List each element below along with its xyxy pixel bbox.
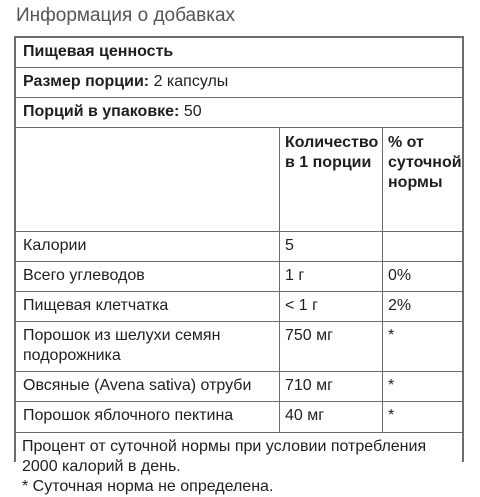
ingredient-daily-value	[383, 232, 462, 261]
ingredient-amount: 5	[280, 232, 383, 261]
header-empty-cell	[16, 128, 280, 231]
servings-per-container-row	[16, 98, 462, 128]
footnote-not-established: * Суточная норма не определена.	[22, 478, 274, 495]
ingredient-daily-value: *	[388, 407, 395, 424]
ingredient-daily-value: *	[388, 327, 395, 344]
ingredient-name: Порошок яблочного пектина	[16, 402, 280, 432]
serving-size-row	[16, 68, 462, 98]
footnote-daily-value-basis: Процент от суточной нормы при условии потребления 2000 калорий в день.	[22, 438, 427, 475]
daily-value-header: % от суточной нормы	[388, 134, 462, 191]
table-row	[16, 322, 462, 372]
ingredient-name: Калории	[16, 232, 280, 261]
ingredient-daily-value: 0%	[388, 267, 412, 284]
servings-value: 50	[183, 103, 202, 120]
ingredient-amount: 710 мг	[280, 372, 383, 401]
ingredient-daily-value: *	[388, 377, 395, 394]
table-row	[16, 232, 462, 262]
ingredient-amount: 750 мг	[280, 322, 383, 371]
servings-label: Порций в упаковке:	[23, 103, 180, 120]
nutrition-value-heading: Пищевая ценность	[16, 38, 462, 68]
ingredient-name: Пищевая клетчатка	[16, 292, 280, 321]
footnote	[16, 433, 462, 495]
column-header-row	[16, 128, 462, 232]
table-row	[16, 372, 462, 402]
ingredient-daily-value: 2%	[388, 297, 412, 314]
ingredient-amount: 40 мг	[280, 402, 383, 432]
ingredient-name: Овсяные (Avena sativa) отруби	[16, 372, 280, 401]
serving-size-label: Размер порции:	[23, 73, 150, 90]
ingredient-name: Всего углеводов	[16, 262, 280, 291]
supplement-facts-table	[14, 36, 464, 495]
ingredient-amount: < 1 г	[280, 292, 383, 321]
table-row	[16, 262, 462, 292]
table-row	[16, 402, 462, 433]
table-row	[16, 292, 462, 322]
page-title: Информация о добавках	[16, 5, 236, 26]
amount-per-serving-header: Количество в 1 порции	[280, 128, 383, 231]
ingredient-name: Порошок из шелухи семян подорожника	[16, 322, 280, 371]
ingredient-amount: 1 г	[280, 262, 383, 291]
serving-size-value: 2 капсулы	[153, 73, 229, 90]
